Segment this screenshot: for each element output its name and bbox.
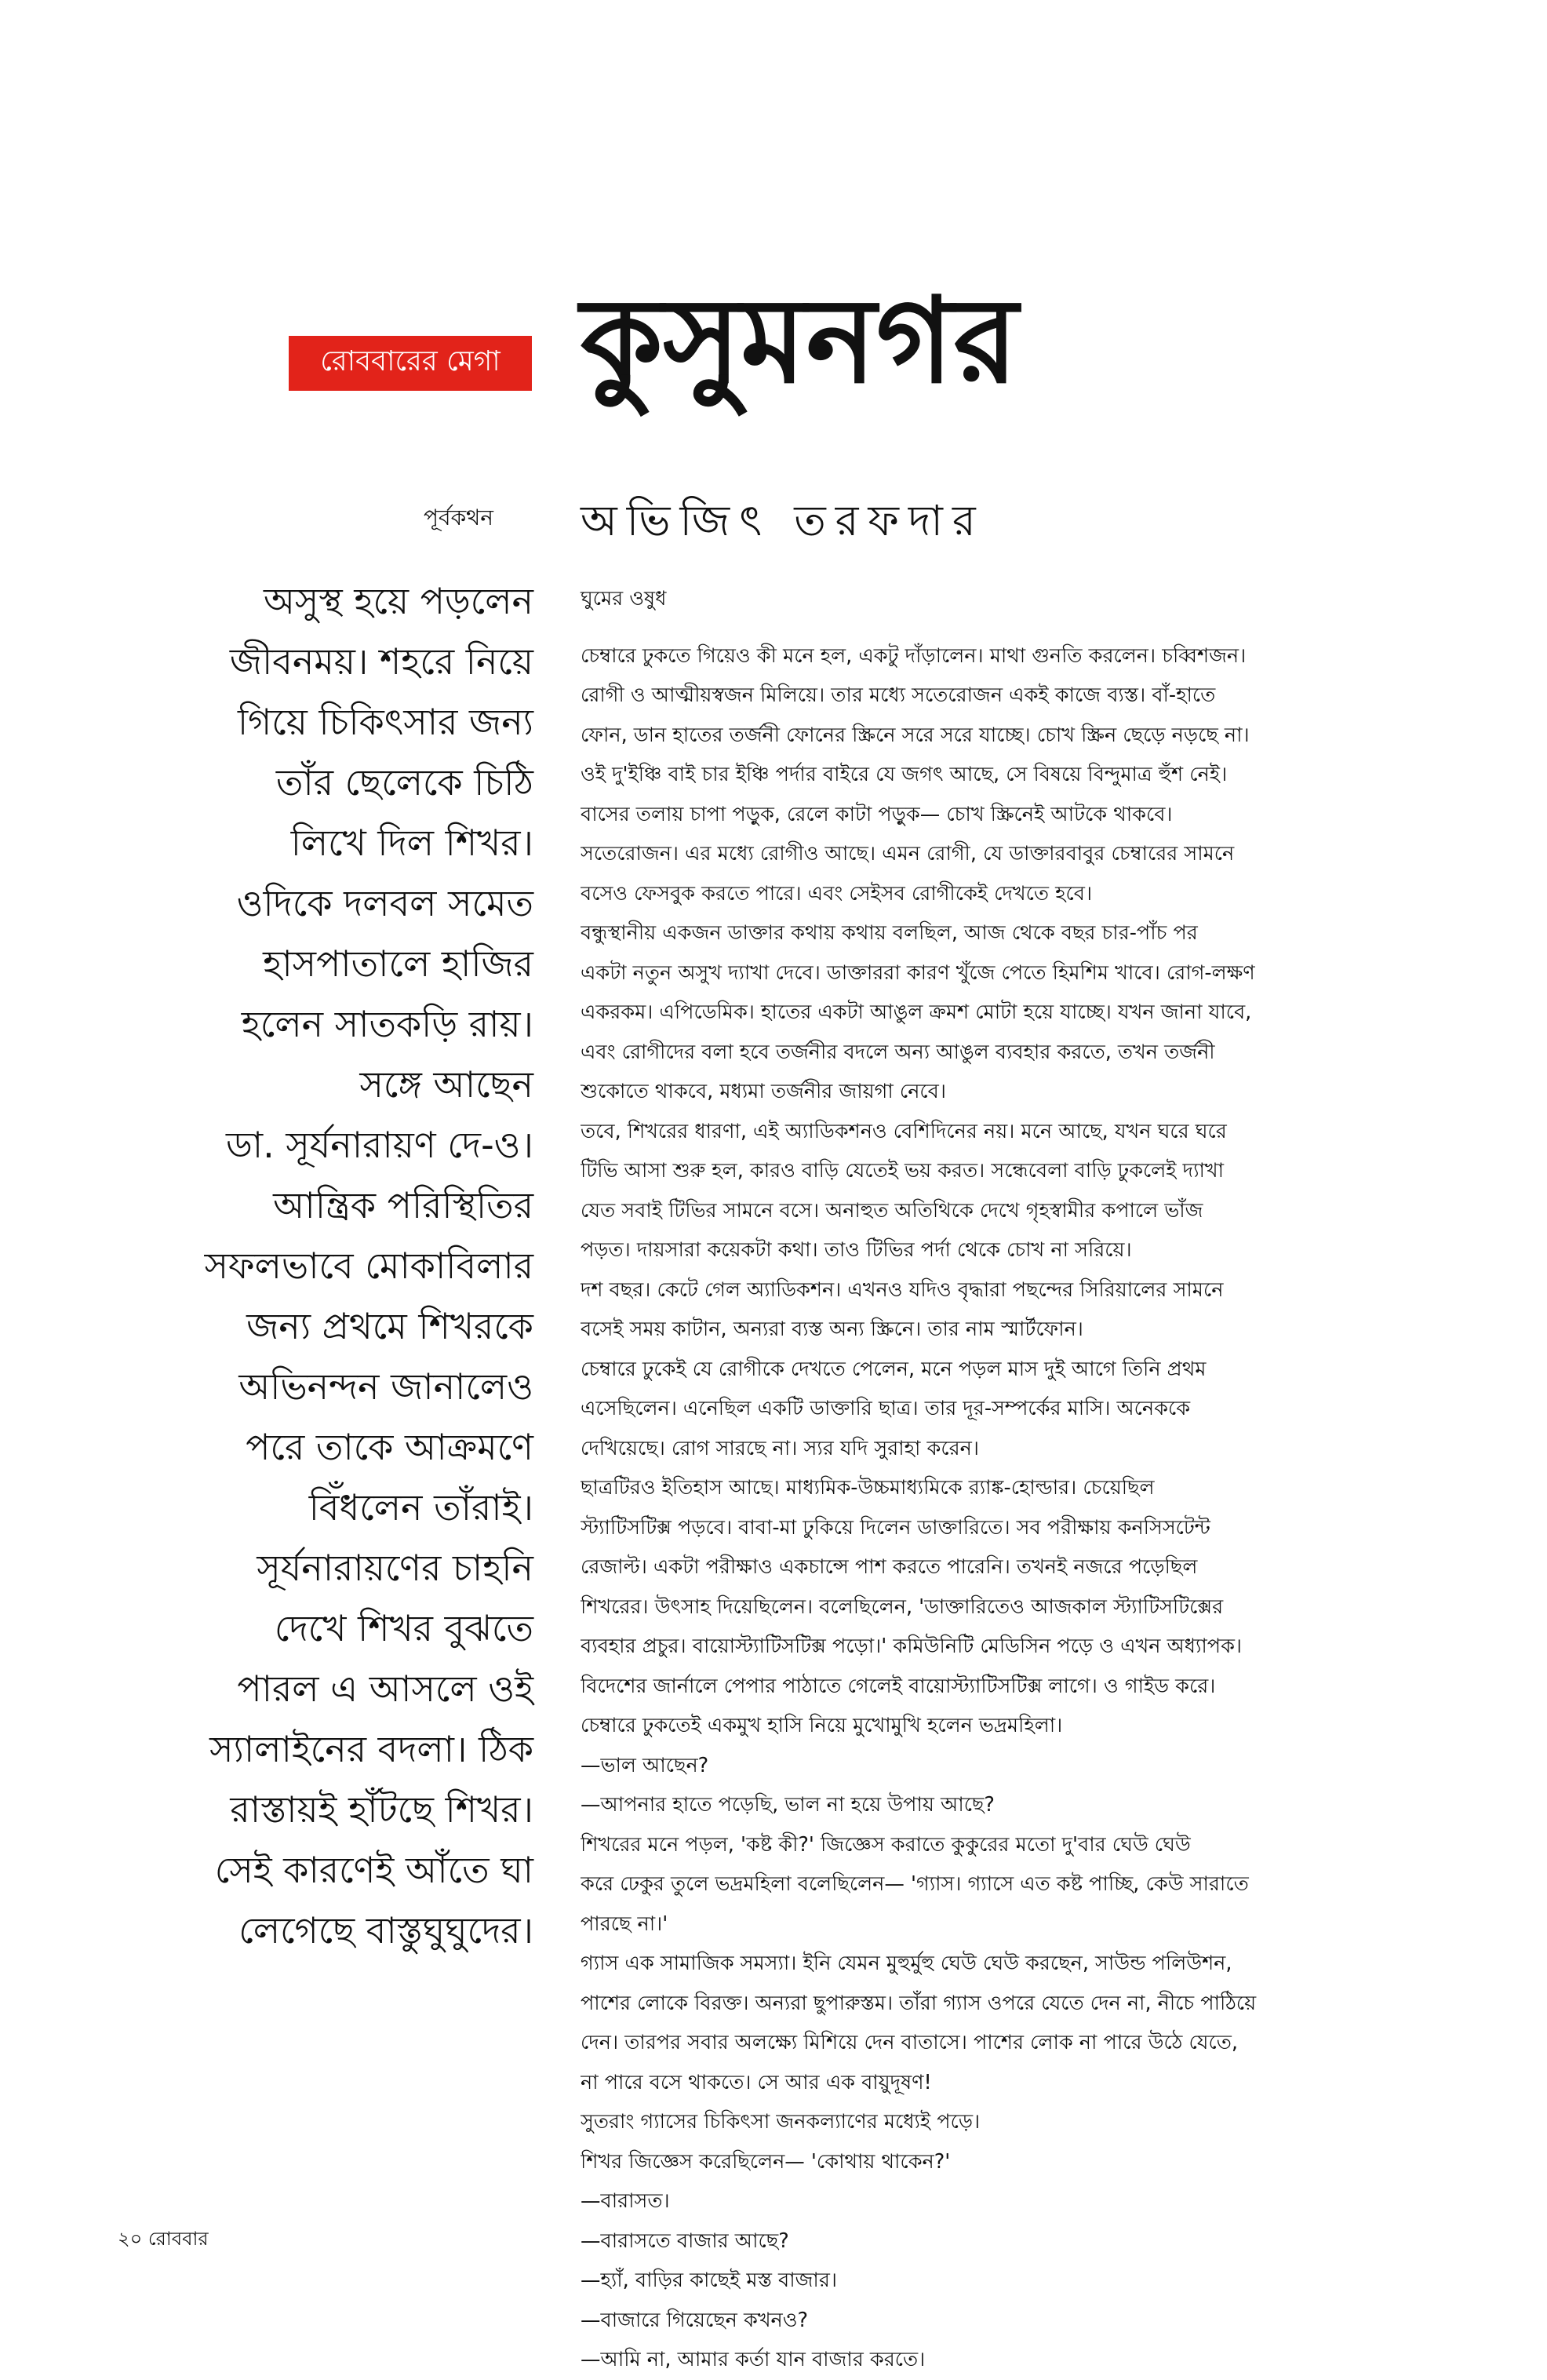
recap-line: সঙ্গে আছেন xyxy=(359,1063,533,1106)
recap-line: লিখে দিল শিখর। xyxy=(290,822,533,864)
previously-label: পূর্বকথন xyxy=(424,505,494,530)
author-name: অভিজিৎ তরফদার xyxy=(581,496,985,545)
page-folio: ২০ রোববার xyxy=(118,2228,209,2250)
story-body xyxy=(581,579,1428,2380)
story-line: ওই দু'ইঞ্চি বাই চার ইঞ্চি পর্দার বাইরে যে জগৎ আছে, সে বিষয়ে বিন্দুমাত্র হুঁশ নেই। xyxy=(581,763,1228,786)
story-line: বাসের তলায় চাপা পড়ুক, রেলে কাটা পড়ুক— চোখ স্ক্রিনেই আটকে থাকবে। xyxy=(581,802,1173,826)
story-line: যেত সবাই টিভির সামনে বসে। অনাহুত অতিথিকে দেখে গৃহস্বামীর কপালে ভাঁজ xyxy=(581,1198,1203,1223)
story-line: পাশের লোকে বিরক্ত। অন্যরা ছুপারুস্তম। তাঁরা গ্যাস ওপরে যেতে দেন না, নীচে পাঠিয়ে xyxy=(581,1991,1257,2015)
recap-line: হাসপাতালে হাজির xyxy=(263,942,533,985)
recap-line: তাঁর ছেলেকে চিঠি xyxy=(275,761,533,804)
recap-line: ডা. সূর্যনারায়ণ দে-ও। xyxy=(225,1124,533,1166)
story-line: এবং রোগীদের বলা হবে তর্জনীর বদলে অন্য আঙুল ব্যবহার করতে, তখন তর্জনী xyxy=(581,1040,1215,1064)
story-line: —বারাসতে বাজার আছে? xyxy=(581,2229,789,2253)
story-line: শুকোতে থাকবে, মধ্যমা তর্জনীর জায়গা নেবে। xyxy=(581,1080,946,1103)
story-line: ফোন, ডান হাতের তর্জনী ফোনের স্ক্রিনে সরে সরে যাচ্ছে। চোখ স্ক্রিন ছেড়ে নড়ছে না। xyxy=(581,723,1250,747)
story-line: পড়ত। দায়সারা কয়েকটা কথা। তাও টিভির পর্দা থেকে চোখ না সরিয়ে। xyxy=(581,1238,1132,1262)
story-line: চেম্বারে ঢুকতে গিয়েও কী মনে হল, একটু দাঁড়ালেন। মাথা গুনতি করলেন। চব্বিশজন। xyxy=(581,643,1247,668)
story-line: —বারাসত। xyxy=(581,2189,670,2213)
story-line: শিখর জিজ্ঞেস করেছিলেন— 'কোথায় থাকেন?' xyxy=(581,2149,951,2174)
story-line: চেম্বারে ঢুকতেই একমুখ হাসি নিয়ে মুখোমুখি হলেন ভদ্রমহিলা। xyxy=(581,1714,1063,1737)
story-line: একটা নতুন অসুখ দ্যাখা দেবে। ডাক্তাররা কারণ খুঁজে পেতে হিমশিম খাবে। রোগ-লক্ষণ xyxy=(581,960,1255,985)
story-line: সতেরোজন। এর মধ্যে রোগীও আছে। এমন রোগী, যে ডাক্তারবাবুর চেম্বারের সামনে xyxy=(581,842,1235,866)
recap-line: পারল এ আসলে ওই xyxy=(237,1667,533,1710)
story-line: না পারে বসে থাকতে। সে আর এক বায়ুদূষণ! xyxy=(581,2070,932,2094)
story-line: ছাত্রটিরও ইতিহাস আছে। মাধ্যমিক-উচ্চমাধ্যমিকে র‍্যাঙ্ক-হোল্ডার। চেয়েছিল xyxy=(581,1476,1155,1500)
recap-line: অভিনন্দন জানালেও xyxy=(238,1365,533,1408)
story-line: —বাজারে গিয়েছেন কখনও? xyxy=(581,2308,809,2332)
story-line: সুতরাং গ্যাসের চিকিৎসা জনকল্যাণের মধ্যেই পড়ে। xyxy=(581,2110,981,2134)
story-line: —হ্যাঁ, বাড়ির কাছেই মস্ত বাজার। xyxy=(581,2269,837,2292)
story-title: কুসুমনগর xyxy=(581,273,1018,410)
recap-line: রাস্তায়ই হাঁটছে শিখর। xyxy=(230,1788,533,1831)
story-line: গ্যাস এক সামাজিক সমস্যা। ইনি যেমন মুহুর্মুহু ঘেউ ঘেউ করছেন, সাউন্ড পলিউশন, xyxy=(581,1952,1232,1975)
story-line: বিদেশের জার্নালে পেপার পাঠাতে গেলেই বায়োস্ট্যাটিসটিক্স লাগে। ও গাইড করে। xyxy=(581,1674,1216,1698)
story-line: দেন। তারপর সবার অলক্ষ্যে মিশিয়ে দেন বাতাসে। পাশের লোক না পারে উঠে যেতে, xyxy=(581,2031,1238,2054)
story-line: শিখরের মনে পড়ল, 'কষ্ট কী?' জিজ্ঞেস করাতে কুকুরের মতো দু'বার ঘেউ ঘেউ xyxy=(581,1832,1191,1857)
recap-line: সফলভাবে মোকাবিলার xyxy=(204,1245,533,1287)
story-line: করে ঢেকুর তুলে ভদ্রমহিলা বলেছিলেন— 'গ্যাস। গ্যাসে এত কষ্ট পাচ্ছি, কেউ সারাতে xyxy=(581,1872,1249,1896)
story-line: বসেই সময় কাটান, অন্যরা ব্যস্ত অন্য স্ক্রিনে। তার নাম স্মার্টফোন। xyxy=(581,1318,1083,1341)
recap-line: ওদিকে দলবল সমেত xyxy=(236,882,533,924)
recap-line: লেগেছে বাস্তুঘুঘুদের। xyxy=(238,1909,533,1952)
recap-line: স্যালাইনের বদলা। ঠিক xyxy=(209,1728,533,1770)
section-subhead: ঘুমের ওষুধ xyxy=(581,587,667,610)
story-line: রেজাল্ট। একটা পরীক্ষাও একচান্সে পাশ করতে পারেনি। তখনই নজরে পড়েছিল xyxy=(581,1555,1198,1579)
story-line: একরকম। এপিডেমিক। হাতের একটা আঙুল ক্রমশ মোটা হয়ে যাচ্ছে। যখন জানা যাবে, xyxy=(581,1000,1252,1024)
story-text xyxy=(581,636,1428,2380)
recap-line: জন্য প্রথমে শিখরকে xyxy=(246,1305,533,1347)
story-line: তবে, শিখরের ধারণা, এই অ্যাডিকশনও বেশিদিনের নয়। মনে আছে, যখন ঘরে ঘরে xyxy=(581,1119,1227,1143)
recap-line: পরে তাকে আক্রমণে xyxy=(246,1426,533,1468)
story-line: শিখরের। উৎসাহ দিয়েছিলেন। বলেছিলেন, 'ডাক্তারিতেও আজকাল স্ট্যাটিসটিক্সের xyxy=(581,1595,1224,1619)
recap-line: জীবনময়। শহরে নিয়ে xyxy=(229,640,533,683)
recap-column xyxy=(118,571,533,1961)
story-line: —ভাল আছেন? xyxy=(581,1753,709,1777)
story-line: দেখিয়েছে। রোগ সারছে না। স্যর যদি সুরাহা করেন। xyxy=(581,1436,979,1460)
recap-line: বিঁধলেন তাঁরাই। xyxy=(308,1486,533,1529)
story-line: স্ট্যাটিসটিক্স পড়বে। বাবা-মা ঢুকিয়ে দিলেন ডাক্তারিতে। সব পরীক্ষায় কনসিসটেন্ট xyxy=(581,1515,1210,1540)
recap-line: গিয়ে চিকিৎসার জন্য xyxy=(237,701,533,743)
story-line: রোগী ও আত্মীয়স্বজন মিলিয়ে। তার মধ্যে সতেরোজন একই কাজে ব্যস্ত। বাঁ-হাতে xyxy=(581,683,1216,707)
story-line: চেম্বারে ঢুকেই যে রোগীকে দেখতে পেলেন, মনে পড়ল মাস দুই আগে তিনি প্রথম xyxy=(581,1357,1207,1381)
story-line: টিভি আসা শুরু হল, কারও বাড়ি যেতেই ভয় করত। সন্ধেবেলা বাড়ি ঢুকলেই দ্যাখা xyxy=(581,1159,1225,1183)
recap-line: হলেন সাতকড়ি রায়। xyxy=(241,1003,533,1045)
series-badge: রোববারের মেগা xyxy=(289,336,532,391)
recap-line: সূর্যনারায়ণের চাহনি xyxy=(257,1547,533,1589)
story-line: বন্ধুস্থানীয় একজন ডাক্তার কথায় কথায় বলছিল, আজ থেকে বছর চার-পাঁচ পর xyxy=(581,921,1198,945)
story-line: —আপনার হাতে পড়েছি, ভাল না হয়ে উপায় আছে? xyxy=(581,1793,995,1817)
recap-line: অসুস্থ হয়ে পড়লেন xyxy=(264,580,533,622)
story-line: পারছে না।' xyxy=(581,1912,668,1936)
story-line: ব্যবহার প্রচুর। বায়োস্ট্যাটিসটিক্স পড়ো।' কমিউনিটি মেডিসিন পড়ে ও এখন অধ্যাপক। xyxy=(581,1635,1243,1658)
story-line: দশ বছর। কেটে গেল অ্যাডিকশন। এখনও যদিও বৃদ্ধারা পছন্দের সিরিয়ালের সামনে xyxy=(581,1277,1224,1302)
recap-line: সেই কারণেই আঁতে ঘা xyxy=(214,1849,533,1891)
recap-line: আন্ত্রিক পরিস্থিতির xyxy=(273,1184,533,1226)
recap-line: দেখে শিখর বুঝতে xyxy=(274,1607,533,1649)
story-line: —আমি না, আমার কর্তা যান বাজার করতে। xyxy=(581,2348,926,2371)
story-line: বসেও ফেসবুক করতে পারে। এবং সেইসব রোগীকেই দেখতে হবে। xyxy=(581,881,1093,906)
story-line: এসেছিলেন। এনেছিল একটি ডাক্তারি ছাত্র। তার দূর-সম্পর্কের মাসি। অনেককে xyxy=(581,1397,1191,1420)
